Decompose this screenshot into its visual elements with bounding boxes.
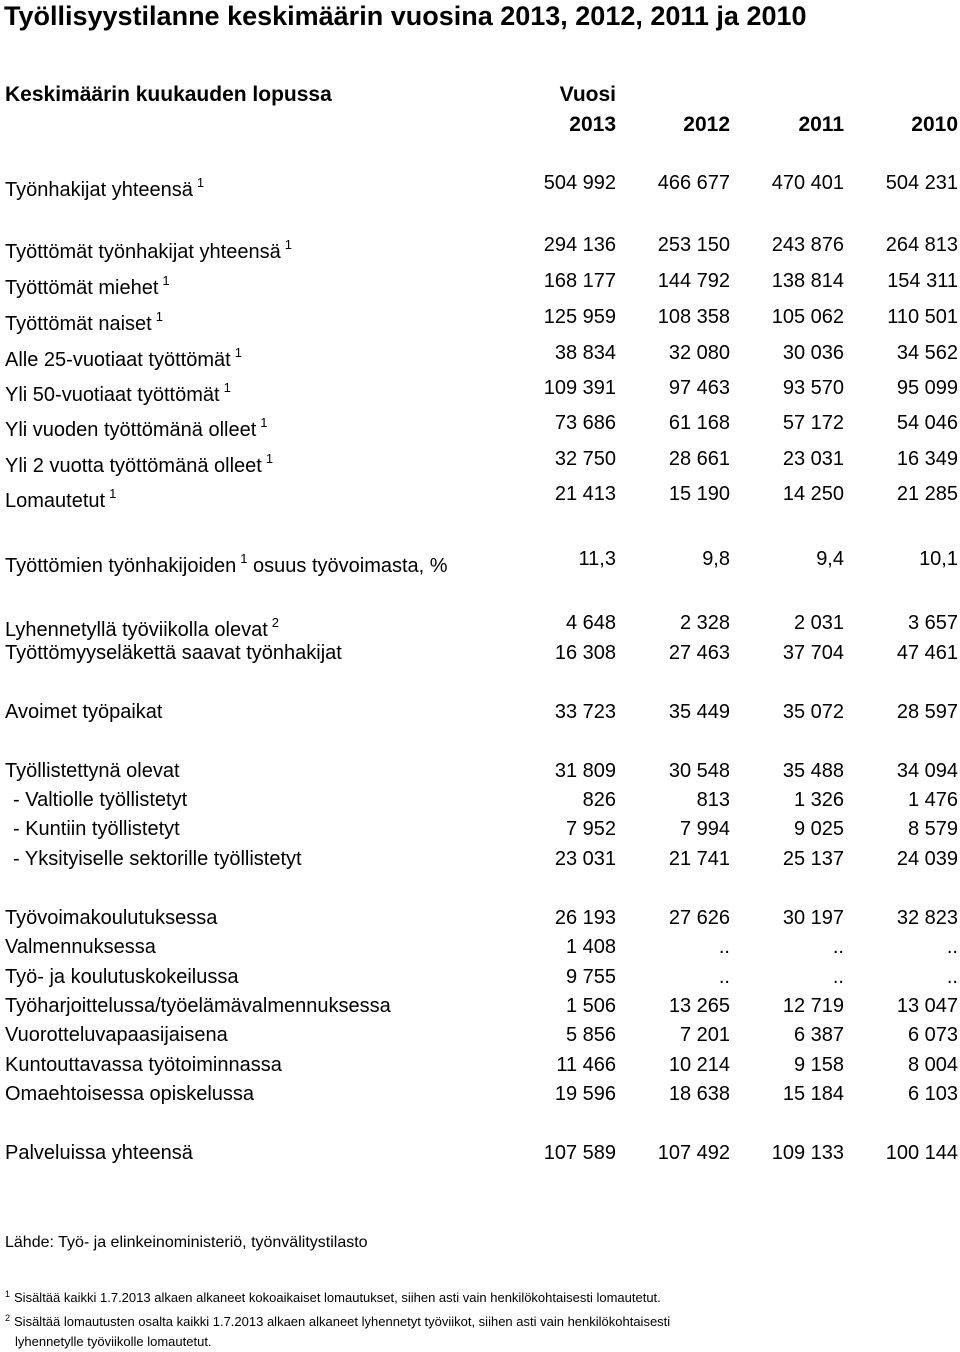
value-2013: 4 648 [565,612,616,634]
value-2010: 34 094 [896,760,958,782]
page-title: Työllisyystilanne keskimäärin vuosina 2013, 2012, 2011 ja 2010 [4,1,807,31]
table-row [0,481,960,512]
value-2010: 6 103 [907,1083,958,1105]
row-label: Työ- ja koulutuskokeilussa [5,966,239,988]
value-2012: 15 190 [668,483,730,505]
value-2012: 13 265 [668,995,730,1017]
value-2013: 23 031 [554,848,616,870]
value-2013: 1 408 [565,936,616,958]
value-2013: 5 856 [565,1024,616,1046]
value-2011: 138 814 [771,270,844,292]
value-2013: 26 193 [554,907,616,929]
value-2010: 47 461 [896,642,958,664]
value-2010: 504 231 [885,172,958,194]
row-label: Yli 2 vuotta työttömänä olleet $^1$ [5,451,274,477]
value-2011: 9 025 [793,818,844,840]
value-2013: 32 750 [554,448,616,470]
value-2012: 108 358 [657,306,730,328]
value-2010: 154 311 [887,270,958,292]
value-2012: 97 463 [668,377,730,399]
value-2010: 28 597 [896,701,958,723]
value-2010: 1 476 [907,789,958,811]
row-label: - Kuntiin työllistetyt [13,818,180,840]
table-row [0,410,960,441]
value-2012: .. [718,936,730,958]
table-row [0,640,960,666]
row-label: Työttömien työnhakijoiden $^1$ osuus työvoimasta, % [5,551,448,577]
value-2010: 34 562 [896,342,958,364]
value-2010: 54 046 [896,412,958,434]
value-2013: 294 136 [543,234,616,256]
value-2011: 57 172 [782,412,844,434]
value-2010: 264 813 [885,234,958,256]
value-2013: 1 506 [565,995,616,1017]
value-2013: 107 589 [543,1142,616,1164]
value-2012: 2 328 [679,612,730,634]
value-2011: 14 250 [782,483,844,505]
footnote-1: $^1$ Sisältää kaikki 1.7.2013 alkaen alkaneet kokoaikaiset lomautukset, siihen asti vain henkilökohtaisesti lomautetut. [5,1289,661,1305]
value-2013: 33 723 [554,701,616,723]
row-label: Työttömät miehet $^1$ [5,273,170,299]
value-2013: 21 413 [554,483,616,505]
row-label: Vuorotteluvapaasijaisena [5,1024,228,1046]
value-2011: 93 570 [782,377,844,399]
value-2011: 37 704 [782,642,844,664]
value-2011: 2 031 [793,612,844,634]
row-label: Omaehtoisessa opiskelussa [5,1083,255,1105]
row-label: Lomautetut $^1$ [5,486,117,512]
value-2011: 1 326 [793,789,844,811]
value-2011: 30 036 [782,342,844,364]
row-label: Valmennuksessa [5,936,156,958]
row-label: - Yksityiselle sektorille työllistetyt [13,848,302,870]
table-row [0,934,960,960]
value-2012: 32 080 [668,342,730,364]
value-2011: 105 062 [771,306,844,328]
row-label: Palveluissa yhteensä [5,1142,193,1164]
table-row [0,1081,960,1107]
value-2011: 23 031 [782,448,844,470]
value-2010: 13 047 [896,995,958,1017]
value-2013: 125 959 [543,306,616,328]
row-label: Työttömät työnhakijat yhteensä $^1$ [5,237,292,263]
value-2012: 21 741 [668,848,730,870]
value-2013: 38 834 [554,342,616,364]
value-2011: 35 072 [782,701,844,723]
year-header-2013: 2013 [569,113,616,136]
value-2011: 30 197 [782,907,844,929]
value-2011: 9 158 [793,1054,844,1076]
table-row [0,268,960,299]
table-row [0,340,960,371]
table-row [0,610,960,641]
source-note: Lähde: Työ- ja elinkeinoministeriö, työnvälitystilasto [5,1234,368,1251]
row-label: Yli 50-vuotiaat työttömät $^1$ [5,380,231,406]
value-2013: 9 755 [565,966,616,988]
value-2013: 504 992 [543,172,616,194]
value-2011: 25 137 [782,848,844,870]
year-header-2010: 2010 [911,113,958,136]
value-2012: 144 792 [657,270,730,292]
value-2013: 7 952 [565,818,616,840]
table-row [0,232,960,263]
value-2013: 11,3 [578,548,616,570]
value-2011: .. [832,936,844,958]
table-row [0,1022,960,1048]
table-row [0,816,960,842]
table-row [0,446,960,477]
value-2011: 9,4 [816,548,844,570]
value-2011: 35 488 [782,760,844,782]
value-2011: 109 133 [771,1142,844,1164]
value-2010: 21 285 [896,483,958,505]
value-2012: 61 168 [668,412,730,434]
value-2010: 95 099 [896,377,958,399]
value-2012: 30 548 [668,760,730,782]
year-header-2011: 2011 [798,113,844,136]
table-row [0,546,960,577]
value-2012: 813 [696,789,730,811]
row-label: Työvoimakoulutuksessa [5,907,218,929]
value-2010: 32 823 [896,907,958,929]
row-label: Työnhakijat yhteensä $^1$ [5,175,205,201]
row-label: Työttömät naiset $^1$ [5,309,163,335]
value-2013: 19 596 [554,1083,616,1105]
value-2013: 31 809 [554,760,616,782]
table-row [0,846,960,872]
value-2013: 73 686 [554,412,616,434]
row-label: Työttömyyseläkettä saavat työnhakijat [5,642,342,664]
value-2011: 6 387 [793,1024,844,1046]
value-2010: 24 039 [896,848,958,870]
value-2010: 10,1 [919,548,958,570]
value-2011: .. [832,966,844,988]
year-header-2012: 2012 [683,113,730,136]
year-label: Vuosi [559,83,616,106]
table-row [0,905,960,931]
table-row [0,170,960,201]
value-2010: 110 501 [887,306,958,328]
value-2012: 7 994 [679,818,730,840]
row-label: Alle 25-vuotiaat työttömät $^1$ [5,345,242,371]
value-2010: 8 579 [907,818,958,840]
row-label: Työharjoittelussa/työelämävalmennuksessa [5,995,391,1017]
table-row [0,758,960,784]
value-2010: 100 144 [885,1142,958,1164]
row-label: Yli vuoden työttömänä olleet $^1$ [5,415,268,441]
value-2012: 27 626 [668,907,730,929]
value-2013: 826 [582,789,616,811]
value-2012: 10 214 [668,1054,730,1076]
table-row [0,1140,960,1166]
row-label: Kuntouttavassa työtoiminnassa [5,1054,282,1076]
table-row [0,699,960,725]
value-2011: 243 876 [771,234,844,256]
value-2010: 6 073 [907,1024,958,1046]
footnote-2: $^2$ Sisältää lomautusten osalta kaikki 1.7.2013 alkaen alkaneet lyhennetyt työviikot, siihen asti vain henkilökohtaisesti [5,1313,671,1329]
value-2012: .. [718,966,730,988]
value-2013: 16 308 [554,642,616,664]
table-row [0,304,960,335]
value-2010: 3 657 [907,612,958,634]
value-2012: 27 463 [668,642,730,664]
value-2012: 35 449 [668,701,730,723]
footnote-2-continuation: lyhennetylle työviikolle lomautetut. [15,1334,212,1349]
value-2013: 168 177 [543,270,616,292]
table-row [0,993,960,1019]
value-2012: 9,8 [702,548,730,570]
row-label: - Valtiolle työllistetyt [13,789,188,811]
value-2011: 470 401 [771,172,844,194]
table-row [0,1052,960,1078]
value-2012: 466 677 [657,172,730,194]
value-2012: 7 201 [679,1024,730,1046]
value-2012: 107 492 [657,1142,730,1164]
value-2013: 109 391 [543,377,616,399]
value-2012: 28 661 [668,448,730,470]
value-2011: 12 719 [782,995,844,1017]
row-label: Avoimet työpaikat [5,701,163,723]
value-2012: 18 638 [668,1083,730,1105]
value-2011: 15 184 [782,1083,844,1105]
row-label: Lyhennetyllä työviikolla olevat $^2$ [5,615,279,641]
value-2010: 16 349 [896,448,958,470]
row-label: Työllistettynä olevat [5,760,180,782]
value-2012: 253 150 [657,234,730,256]
value-2010: 8 004 [907,1054,958,1076]
value-2010: .. [946,966,958,988]
value-2010: .. [946,936,958,958]
table-row [0,964,960,990]
table-subheading: Keskimäärin kuukauden lopussa [5,83,332,106]
value-2013: 11 466 [556,1054,616,1076]
table-row [0,787,960,813]
table-row [0,375,960,406]
